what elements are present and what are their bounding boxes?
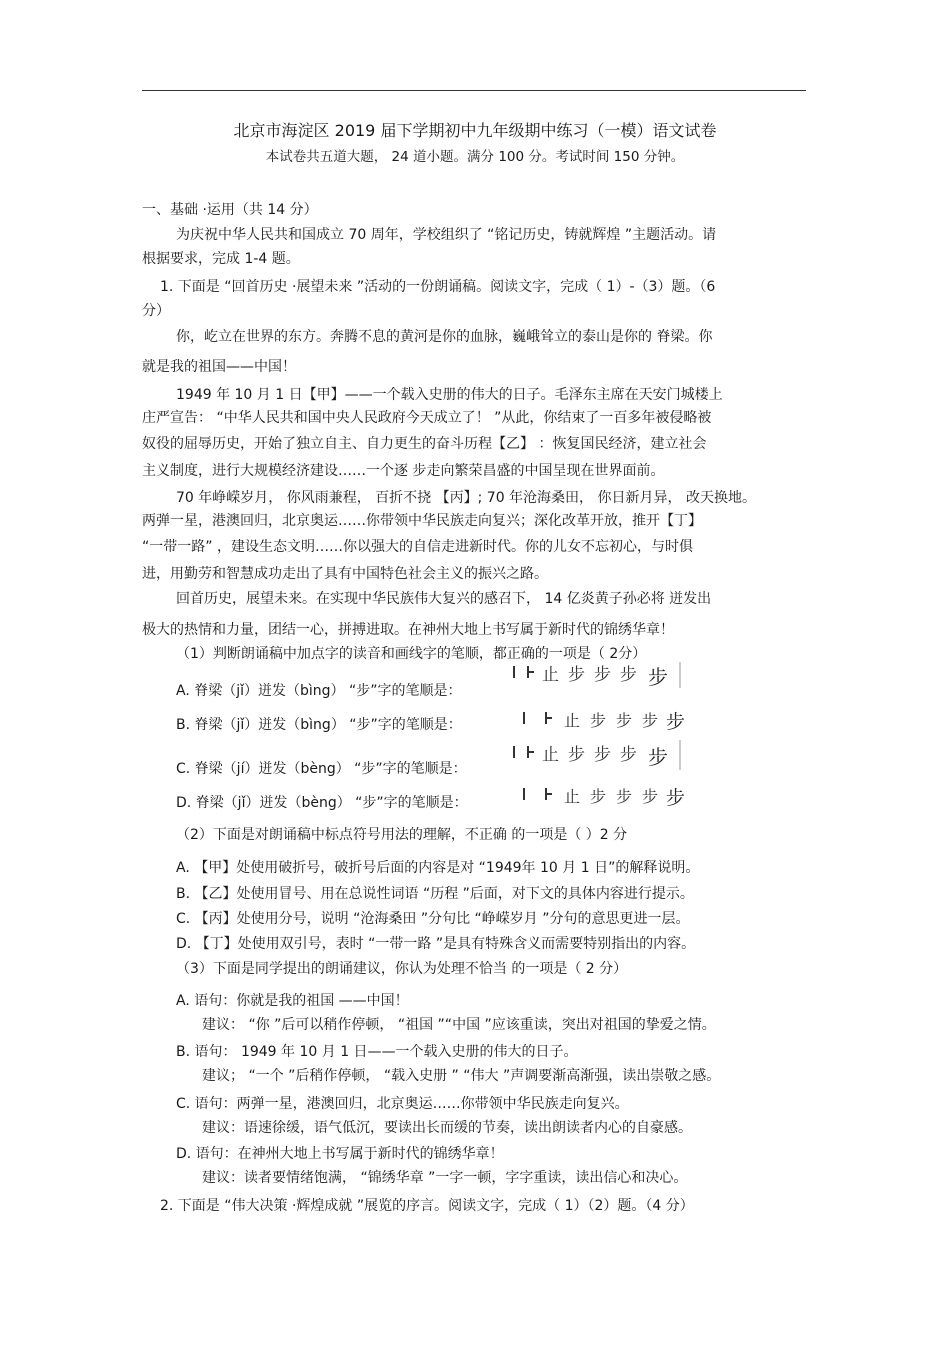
q1-stem-line2: 分） [142, 303, 170, 319]
sub3-option-b-sentence: B. 语句： 1949 年 10 月 1 日——一个载入史册的伟大的日子。 [176, 1044, 578, 1060]
svg-text:止: 止 [564, 787, 581, 806]
sub1-option-d: D. 脊梁（jǐ）迸发（bèng） “步”字的笔顺是： [176, 795, 468, 811]
section1-intro-line2: 根据要求，完成 1-4 题。 [142, 251, 300, 267]
svg-text:步: 步 [620, 665, 637, 685]
passage-p4-line2: 极大的热情和力量，团结一心，拼搏进取。在神州大地上书写属于新时代的锦绣华章！ [142, 622, 674, 638]
svg-text:步: 步 [642, 711, 659, 730]
passage-p2-line2: 庄严宣告： “中华人民共和国中央人民政府今天成立了！ ”从此，你结束了一百多年被侵略被 [142, 410, 712, 426]
sub3-option-c-advice: 建议：语速徐缓，语气低沉，要读出长而缓的节奏，读出朗读者内心的自豪感。 [202, 1120, 692, 1136]
sub3-option-b-advice: 建议； “一个 ”后稍作停顿， “载入史册 ” “伟大 ”声调要渐高渐强，读出崇敬之感。 [202, 1068, 721, 1084]
passage-p1-line1: 你，屹立在世界的东方。奔腾不息的黄河是你的血脉，巍峨耸立的泰山是你的 脊梁。你 [176, 329, 713, 345]
svg-text:步: 步 [642, 787, 659, 806]
passage-p2-line3: 奴役的屈辱历史，开始了独立自主、自力更生的奋斗历程【乙】 ：恢复国民经济，建立社会 [142, 436, 707, 452]
sub3-option-a-sentence: A. 语句：你就是我的祖国 ——中国！ [176, 993, 409, 1009]
passage-p3-line3: “一带一路” ，建设生态文明……你以强大的自信走进新时代。你的儿女不忘初心，与时俱 [142, 539, 693, 555]
q1-stem-line1: 1. 下面是 “回首历史 ·展望未来 ”活动的一份朗诵稿。阅读文字，完成（ 1）-（3）题。（6 [160, 279, 716, 295]
exam-subtitle: 本试卷共五道大题， 24 道小题。满分 100 分。考试时间 150 分钟。 [265, 149, 685, 165]
sub3-option-c-sentence: C. 语句：两弹一星，港澳回归，北京奥运……你带领中华民族走向复兴。 [176, 1096, 629, 1112]
passage-p2-line1: 1949 年 10 月 1 日【甲】——一个载入史册的伟大的日子。毛泽东主席在天安门城楼上 [176, 387, 723, 403]
svg-text:步: 步 [594, 665, 611, 685]
section1-heading: 一、基础 ·运用（共 14 分） [142, 202, 318, 218]
svg-text:步: 步 [648, 665, 668, 688]
stroke-order-d-image [518, 782, 690, 808]
svg-text:步: 步 [590, 711, 607, 730]
q1-sub3-stem: （3）下面是同学提出的朗诵建议，你认为处理不恰当 的一项是（ 2 分） [176, 961, 628, 977]
q1-sub1-stem: （1）判断朗诵稿中加点字的读音和画线字的笔顺，都正确的一项是（ 2分） [176, 646, 647, 662]
svg-text:步: 步 [616, 787, 633, 806]
svg-text:步: 步 [666, 787, 686, 808]
sub2-option-d: D. 【丁】处使用双引号，表时 “一带一路 ”是具有特殊含义而需要特别指出的内容。 [176, 936, 696, 952]
stroke-order-c-image [512, 740, 684, 769]
stroke-order-a-image [512, 662, 684, 688]
svg-text:步: 步 [620, 745, 637, 765]
sub3-option-a-advice: 建议： “你 ”后可以稍作停顿， “祖国 ”“中国 ”应该重读，突出对祖国的挚爱之情。 [202, 1017, 716, 1033]
svg-text:步: 步 [594, 745, 611, 765]
svg-text:步: 步 [590, 787, 607, 806]
sub1-option-c: C. 脊梁（jí）迸发（bèng） “步”字的笔顺是： [176, 761, 467, 777]
svg-text:步: 步 [568, 745, 585, 765]
svg-text:止: 止 [564, 711, 581, 730]
passage-p3-line2: 两弹一星，港澳回归，北京奥运……你带领中华民族走向复兴；深化改革开放，推开【丁】 [142, 513, 702, 529]
svg-text:步: 步 [616, 711, 633, 730]
section1-intro-line1: 为庆祝中华人民共和国成立 70 周年，学校组织了 “铭记历史，铸就辉煌 ”主题活动。请 [176, 227, 717, 243]
passage-p1-line2: 就是我的祖国——中国！ [142, 359, 296, 375]
sub3-option-d-advice: 建议：读者要情绪饱满， “锦绣华章 ”一字一顿，字字重读，读出信心和决心。 [202, 1170, 688, 1186]
sub2-option-b: B. 【乙】处使用冒号、用在总说性词语 “历程 ”后面，对下文的具体内容进行提示。 [176, 886, 694, 902]
svg-text:步: 步 [666, 711, 686, 732]
sub1-option-b: B. 脊梁（jǐ）迸发（bìng） “步”字的笔顺是： [176, 717, 462, 733]
sub2-option-a: A. 【甲】处使用破折号，破折号后面的内容是对 “1949年 10 月 1 日”的解释说明。 [176, 860, 700, 876]
passage-p2-line4: 主义制度，进行大规模经济建设……一个逐 步走向繁荣昌盛的中国呈现在世界面前。 [142, 463, 665, 479]
sub2-option-c: C. 【丙】处使用分号，说明 “沧海桑田 ”分句比 “峥嵘岁月 ”分句的意思更进一层。 [176, 911, 690, 927]
svg-text:步: 步 [648, 745, 668, 769]
q1-sub2-stem: （2）下面是对朗诵稿中标点符号用法的理解，不正确 的一项是（ ）2 分 [176, 827, 628, 843]
stroke-order-b-image [518, 706, 690, 732]
top-rule [142, 90, 806, 91]
q2-stem: 2. 下面是 “伟大决策 ·辉煌成就 ”展览的序言。阅读文字，完成（ 1）（2）题。（4 分） [160, 1198, 694, 1214]
passage-p4-line1: 回首历史，展望未来。在实现中华民族伟大复兴的感召下， 14 亿炎黄子孙必将 迸发出 [176, 591, 712, 607]
passage-p3-line1: 70 年峥嵘岁月， 你风雨兼程， 百折不挠 【丙】; 70 年沧海桑田， 你日新月异， 改天换地。 [176, 490, 756, 506]
sub1-option-a: A. 脊梁（jǐ）迸发（bìng） “步”字的笔顺是： [176, 683, 462, 699]
exam-title: 北京市海淀区 2019 届下学期初中九年级期中练习（一模）语文试卷 [233, 121, 717, 140]
svg-text:步: 步 [568, 665, 585, 685]
svg-text:止: 止 [542, 745, 559, 765]
sub3-option-d-sentence: D. 语句：在神州大地上书写属于新时代的锦绣华章！ [176, 1146, 504, 1162]
passage-p3-line4: 进，用勤劳和智慧成功走出了具有中国特色社会主义的振兴之路。 [142, 566, 548, 582]
svg-text:止: 止 [542, 665, 559, 685]
